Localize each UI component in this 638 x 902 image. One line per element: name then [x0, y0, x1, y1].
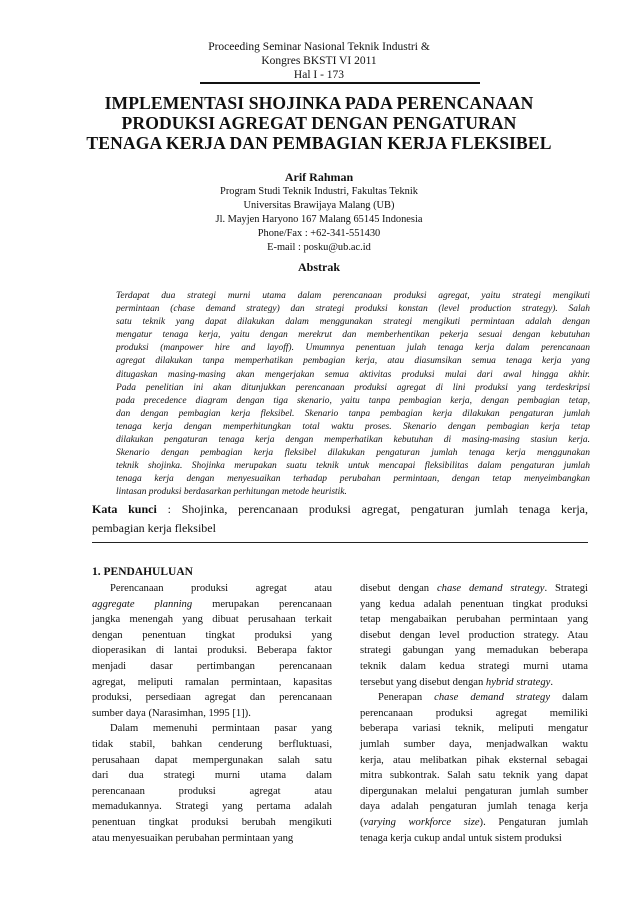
title-line-1: IMPLEMENTASI SHOJINKA PADA PERENCANAAN — [104, 93, 534, 113]
abstract-line: teknik shojinka. Shojinka merupakan suatu teknik untuk mencapai fleksibilitas dalam pengaturan jumlah — [116, 461, 590, 472]
body-line: Penerapan chase demand strategy dalam — [378, 692, 588, 704]
body-line: jumlah sumber daya, menjadwalkan waktu — [360, 738, 588, 750]
body-line: yang kedua adalah penentuan tingkat produksi — [360, 598, 588, 610]
abstract-line: Terdapat dua strategi murni utama dalam perencanaan produksi agregat, yaitu strategi mengikuti — [116, 291, 590, 301]
abstract-heading: Abstrak — [297, 260, 340, 274]
abstract-line: permintaan (chase demand strategy) dan strategi produksi konstan (level production strategy). Salah — [116, 304, 590, 315]
body-line: (varying workforce size). Pengaturan jumlah — [360, 816, 588, 828]
abstract-line: dan dengan pembagian kerja fleksibel. Skenario tanpa pembagian kerja dilakukan pengaturan jumlah — [116, 408, 590, 419]
body-line: jangka menengah yang dibuat perusahaan terkait — [92, 614, 332, 626]
keywords-label: Kata kunci — [92, 502, 157, 516]
author-email: E-mail : posku@ub.ac.id — [267, 242, 371, 253]
keywords-rule — [92, 542, 588, 543]
body-line: agregat, meliputi ramalan permintaan, kapasitas — [92, 676, 332, 688]
abstract-line: agregat dilakukan tanpa memperhatikan pembagian kerja, atau diasumsikan semua tenaga kerja yang — [116, 356, 590, 367]
body-line: dengan penentuan tingkat produksi yang — [92, 629, 332, 641]
body-line: tersebut yang disebut dengan hybrid strategy. — [360, 676, 554, 688]
body-line: memadukannya. Strategi yang pertama adalah — [92, 801, 332, 813]
keywords-text-1: : Shojinka, perencanaan produksi agregat, pengaturan jumlah tenaga kerja, — [167, 502, 588, 516]
abstract-line: lintasan produksi berdasarkan perhitungan metode heuristik. — [116, 487, 347, 498]
body-line: tenaga kerja cukup andal untuk sistem produksi — [360, 832, 562, 844]
body-line: beberapa variasi teknik, meliputi mengatur — [360, 723, 588, 735]
body-line: perencanaan produksi agregat atau — [92, 785, 332, 797]
header-rule — [200, 82, 480, 84]
body-line: disebut dengan level production strategy. Atau — [360, 629, 588, 641]
body-line: menjadi dasar pertimbangan perencanaan — [92, 660, 332, 672]
body-line: atau menyesuaikan perubahan permintaan yang — [92, 832, 294, 844]
author-phone: Phone/Fax : +62-341-551430 — [257, 228, 381, 239]
body-line: Dalam memenuhi permintaan pasar yang — [110, 723, 332, 735]
body-line: daya adalah pengaturan jumlah tenaga kerja — [360, 801, 588, 813]
abstract-body — [116, 290, 590, 500]
body-line: teknik dalam kedua strategi murni utama — [360, 660, 588, 672]
body-line: perusahaan dapat mempergunakan salah satu — [92, 754, 332, 766]
section-heading: 1. PENDAHULUAN — [92, 566, 193, 578]
title-line-3: TENAGA KERJA DAN PEMBAGIAN KERJA FLEKSIBEL — [86, 133, 552, 153]
author-affiliation — [0, 185, 638, 255]
paper-title — [60, 93, 578, 153]
body-line: produksi, persediaan agregat dan perencanaan — [92, 692, 332, 704]
abstract-line: Pada penelitian ini akan ditunjukkan perencanaan produksi agregat di lini produksi yang terdeskripsi — [116, 382, 590, 393]
abstract-line: ditugaskan masing-masing akan mengerjakan semua aktivitas produksi mulai dari awal hingga akhir. — [116, 369, 590, 380]
abstract-line: tenaga kerja dengan memperhitungkan total waktu proses. Skenario dengan pembagian kerja tetap — [116, 421, 590, 432]
abstract-line: dilakukan pengaturan tenaga kerja dengan memperhatikan kebutuhan di masing-masing stasiun kerja. — [116, 435, 590, 446]
author-name: Arif Rahman — [284, 170, 354, 184]
keywords-line-2: pembagian kerja fleksibel — [92, 521, 216, 535]
body-line: disebut dengan chase demand strategy. Strategi — [360, 583, 588, 594]
body-line: strategi gabungan yang memadukan beberapa — [360, 645, 588, 657]
header-line-1: Proceeding Seminar Nasional Teknik Industri & — [208, 41, 430, 53]
body-line: penentuan tingkat produksi berubah mengikuti — [92, 816, 332, 828]
right-column — [360, 581, 588, 846]
abstract-line: tenaga kerja dengan menyesuaikan terhadap perubahan permintaan, dengan tetap menyeimbangkan — [116, 474, 590, 485]
affiliation-line-2: Universitas Brawijaya Malang (UB) — [243, 200, 395, 211]
body-line: tetap mengabaikan perubahan permintaan yang — [360, 614, 588, 626]
header-page-number: Hal I - 173 — [293, 69, 345, 81]
proceeding-header — [180, 40, 458, 82]
keywords — [92, 500, 588, 538]
body-line: tidak stabil, bahkan cenderung berfluktuasi, — [92, 738, 332, 750]
header-line-2: Kongres BKSTI VI 2011 — [261, 55, 377, 67]
abstract-line: produksi (manpower hire and layoff). Umumnya penentuan julah tenaga kerja dalam perencanaan — [116, 343, 590, 354]
body-line: dipergunakan melalui pengaturan jumlah sumber — [360, 785, 588, 797]
abstract-line: mengatur tenaga kerja, yaitu dengan merekrut dan memberhentikan pekerja sesuai dengan kebutuhan — [116, 330, 590, 341]
body-line: Perencanaan produksi agregat atau — [110, 583, 332, 594]
body-line: aggregate planning merupakan perencanaan — [92, 598, 332, 610]
body-line: perencanaan produksi agregat memiliki — [360, 707, 588, 719]
body-line: dari dua strategi murni utama dalam — [92, 770, 332, 782]
body-line: sumber daya (Narasimhan, 1995 [1]). — [92, 707, 251, 719]
left-column — [92, 581, 332, 846]
affiliation-line-1: Program Studi Teknik Industri, Fakultas Teknik — [220, 186, 418, 197]
body-line: dioperasikan di lantai produksi. Beberapa faktor — [92, 645, 332, 657]
author-address: Jl. Mayjen Haryono 167 Malang 65145 Indonesia — [215, 214, 423, 225]
body-line: mitra subkontrak. Salah satu teknik yang dapat — [360, 770, 588, 782]
abstract-line: pada precedence diagram dengan tiga skenario, yaitu tanpa pembagian kerja, dengan pembagian tetap, — [116, 395, 590, 406]
keywords-line-1 — [92, 500, 588, 519]
body-line: kerja, atau melibatkan pihak eksternal sebagai — [360, 754, 588, 766]
title-line-2: PRODUKSI AGREGAT DENGAN PENGATURAN — [121, 113, 517, 133]
abstract-line: satu teknik yang dapat dilakukan dalam menggunakan strategi mengikuti permintaan adalah dengan — [116, 317, 590, 328]
abstract-line: Skenario dengan pembagian kerja fleksibel dilakukan pengaturan jumlah tenaga kerja menggunakan — [116, 448, 590, 459]
